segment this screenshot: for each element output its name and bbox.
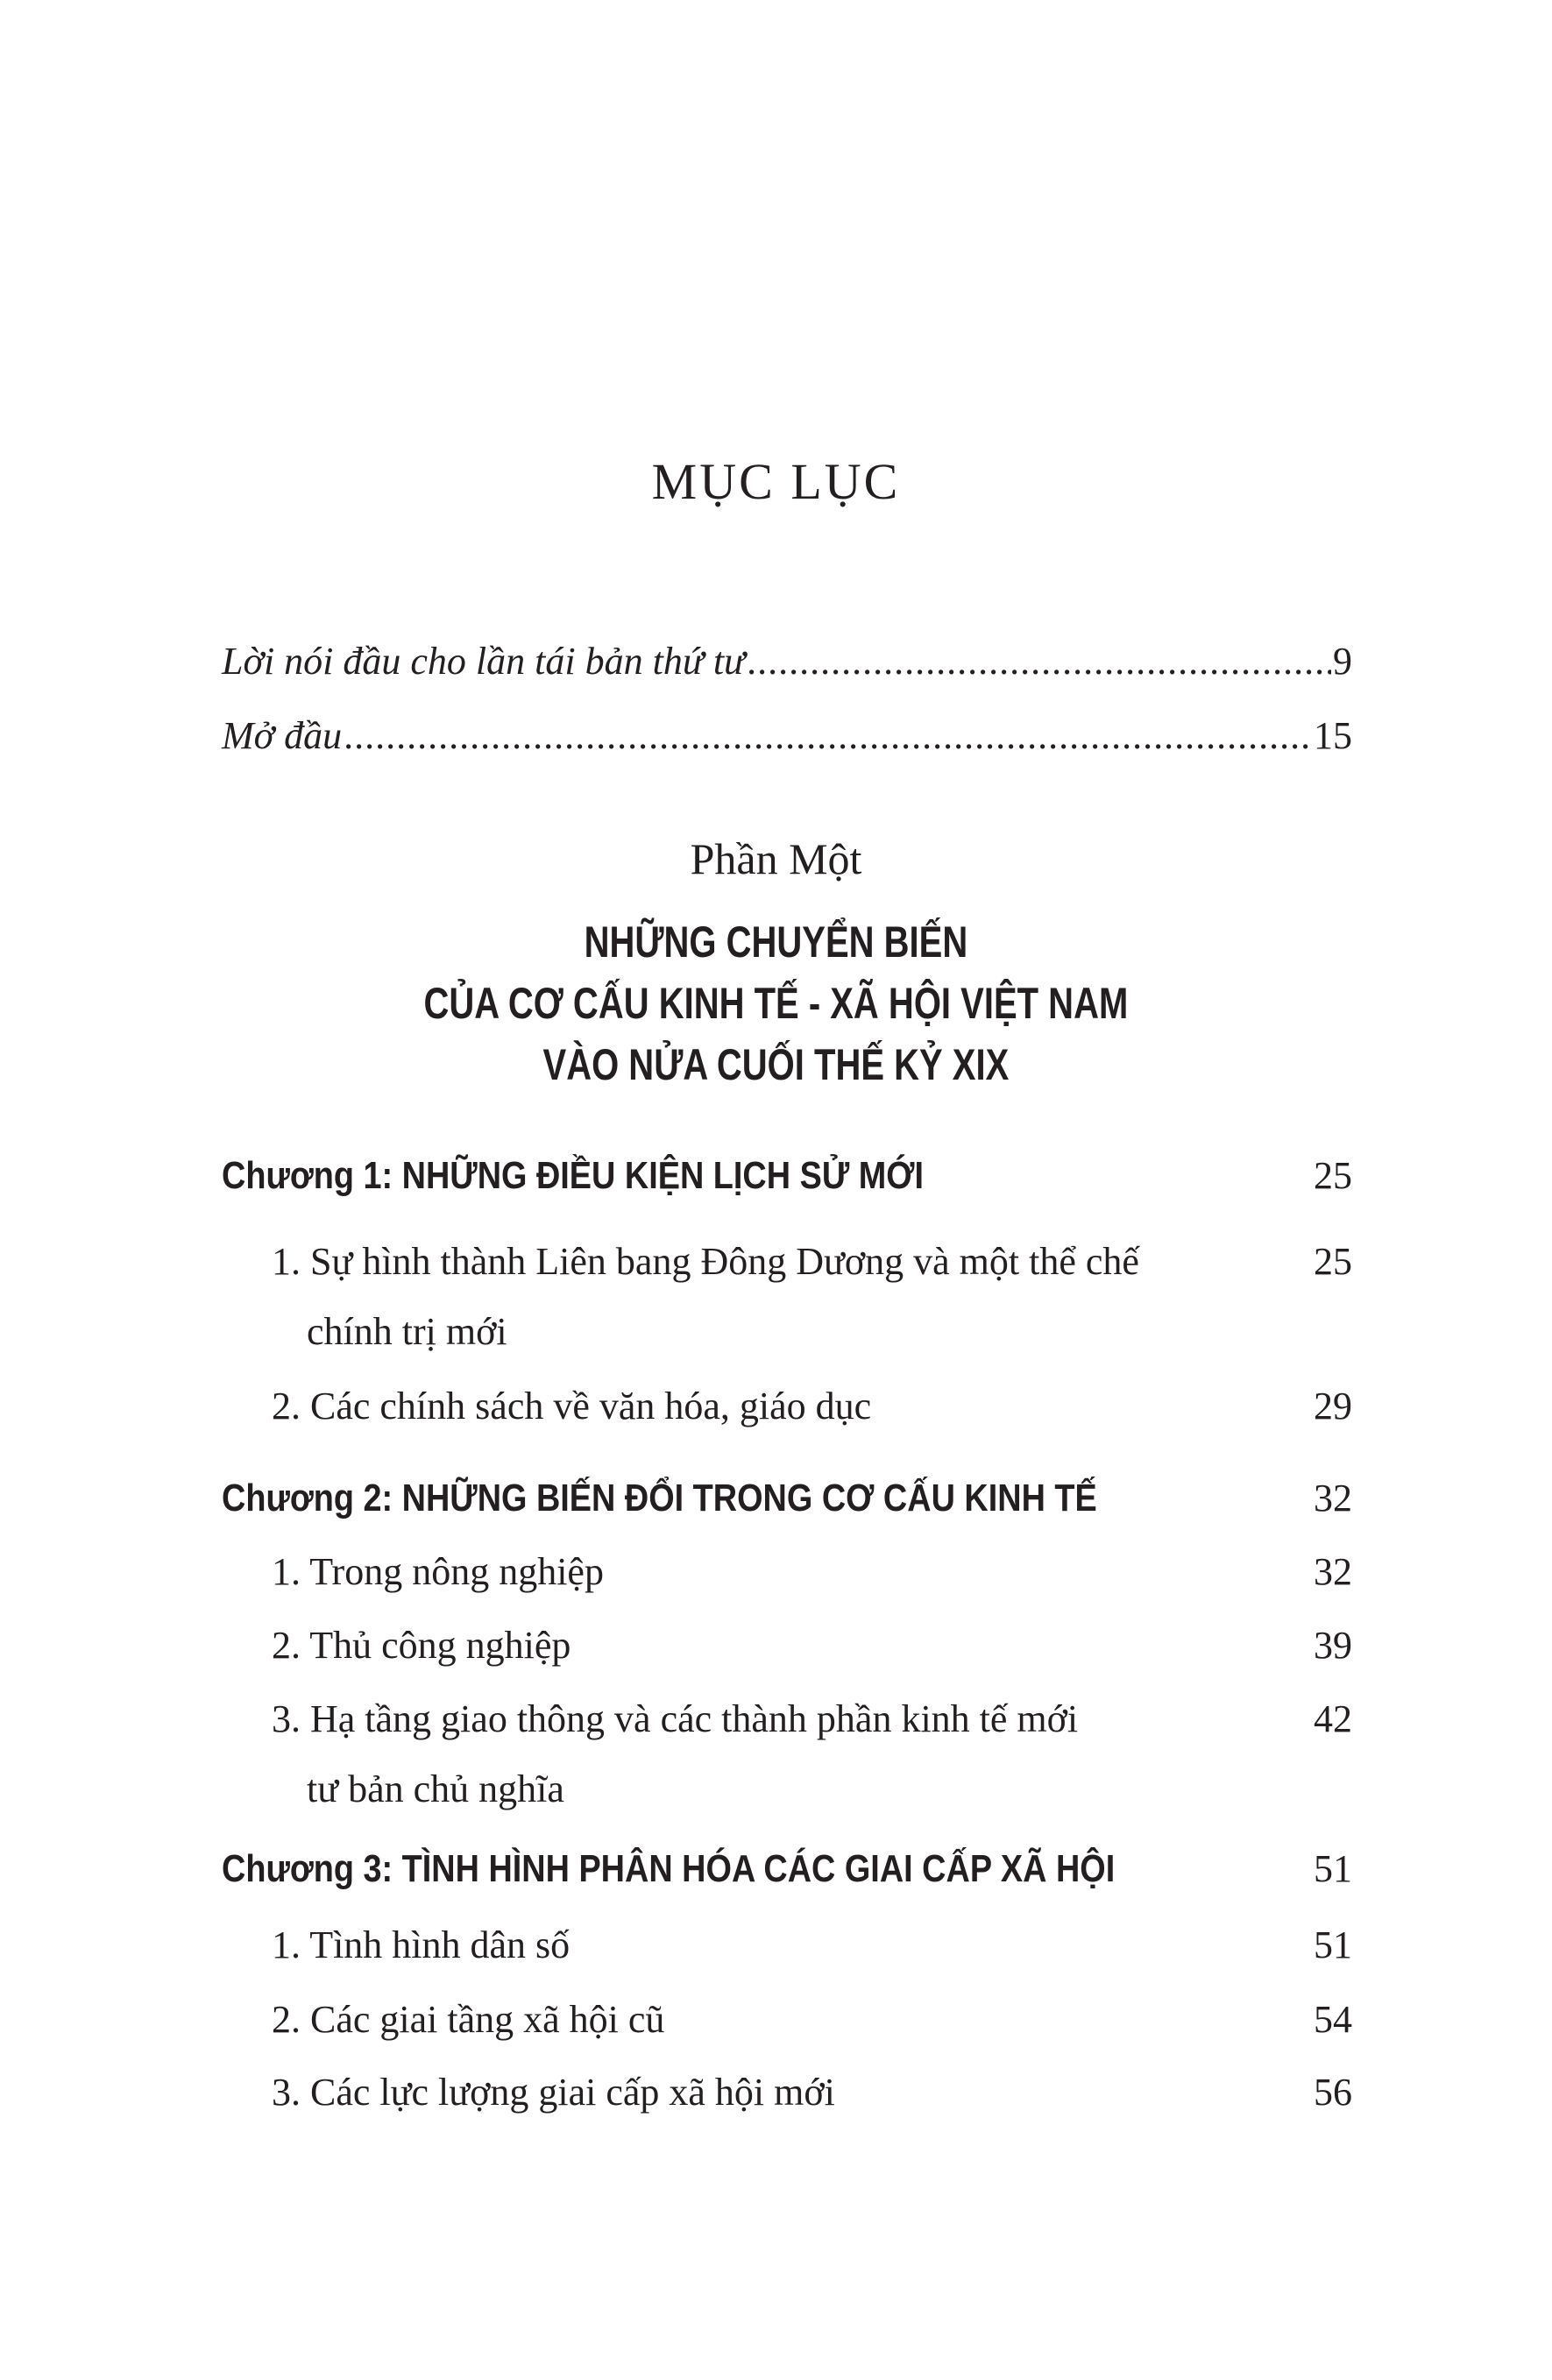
dot-leader	[344, 710, 1312, 762]
toc-front-matter-entry[interactable]	[222, 635, 1352, 688]
chapter-title: Chương 1: NHỮNG ĐIỀU KIỆN LỊCH SỬ MỚI	[222, 1154, 925, 1197]
chapter-title: Chương 3: TÌNH HÌNH PHÂN HÓA CÁC GIAI CẤP XÃ HỘI	[222, 1847, 1116, 1890]
section-title-continuation: chính trị mới	[307, 1310, 507, 1353]
toc-front-matter-entry[interactable]	[222, 710, 1352, 762]
part-title-line: NHỮNG CHUYỂN BIẾN	[584, 917, 968, 967]
section-page-number: 56	[1314, 2071, 1352, 2114]
section-page-number: 29	[1314, 1385, 1352, 1427]
section-page-number: 25	[1314, 1240, 1352, 1283]
section-title	[272, 1684, 1236, 1824]
section-title	[272, 2058, 1236, 2128]
page-title: MỤC LỤC	[651, 453, 901, 510]
section-page-number: 54	[1314, 1998, 1352, 2041]
section-title	[272, 1371, 1236, 1441]
section-page-number: 39	[1314, 1624, 1352, 1667]
section-page-number: 32	[1314, 1550, 1352, 1593]
section-title	[272, 1910, 1236, 1980]
section-title-line: 1. Sự hình thành Liên bang Đông Dương và một thể chế	[272, 1240, 1139, 1283]
section-page-number: 42	[1314, 1697, 1352, 1740]
part-title	[155, 911, 1397, 1095]
entry-page-number: 15	[1314, 714, 1352, 757]
part-title-line: VÀO NỬA CUỐI THẾ KỶ XIX	[542, 1040, 1010, 1089]
section-title-line: 3. Hạ tầng giao thông và các thành phần kinh tế mới	[272, 1697, 1079, 1740]
dot-leader	[747, 635, 1331, 688]
section-title	[272, 1227, 1236, 1367]
section-title	[272, 1985, 1236, 2055]
section-title-line: 1. Tình hình dân số	[272, 1923, 570, 1966]
chapter-title: Chương 2: NHỮNG BIẾN ĐỔI TRONG CƠ CẤU KINH TẾ	[222, 1477, 1097, 1519]
entry-label: Lời nói đầu cho lần tái bản thứ tư	[222, 640, 746, 683]
section-title-line: 2. Các giai tầng xã hội cũ	[272, 1998, 665, 2041]
chapter-page-number: 51	[1314, 1847, 1352, 1890]
entry-label: Mở đầu	[222, 714, 343, 757]
part-title-line: CỦA CƠ CẤU KINH TẾ - XÃ HỘI VIỆT NAM	[423, 979, 1129, 1028]
section-title-line: 2. Các chính sách về văn hóa, giáo dục	[272, 1385, 872, 1427]
chapter-page-number: 32	[1314, 1477, 1352, 1519]
section-title	[272, 1537, 1236, 1607]
section-title-line: 2. Thủ công nghiệp	[272, 1624, 571, 1667]
section-title-line: 1. Trong nông nghiệp	[272, 1550, 604, 1593]
part-label: Phần Một	[690, 834, 862, 883]
entry-page-number: 9	[1333, 640, 1352, 683]
section-page-number: 51	[1314, 1923, 1352, 1966]
chapter-page-number: 25	[1314, 1154, 1352, 1197]
section-title	[272, 1611, 1236, 1681]
section-title-continuation: tư bản chủ nghĩa	[307, 1767, 564, 1810]
section-title-line: 3. Các lực lượng giai cấp xã hội mới	[272, 2071, 835, 2114]
